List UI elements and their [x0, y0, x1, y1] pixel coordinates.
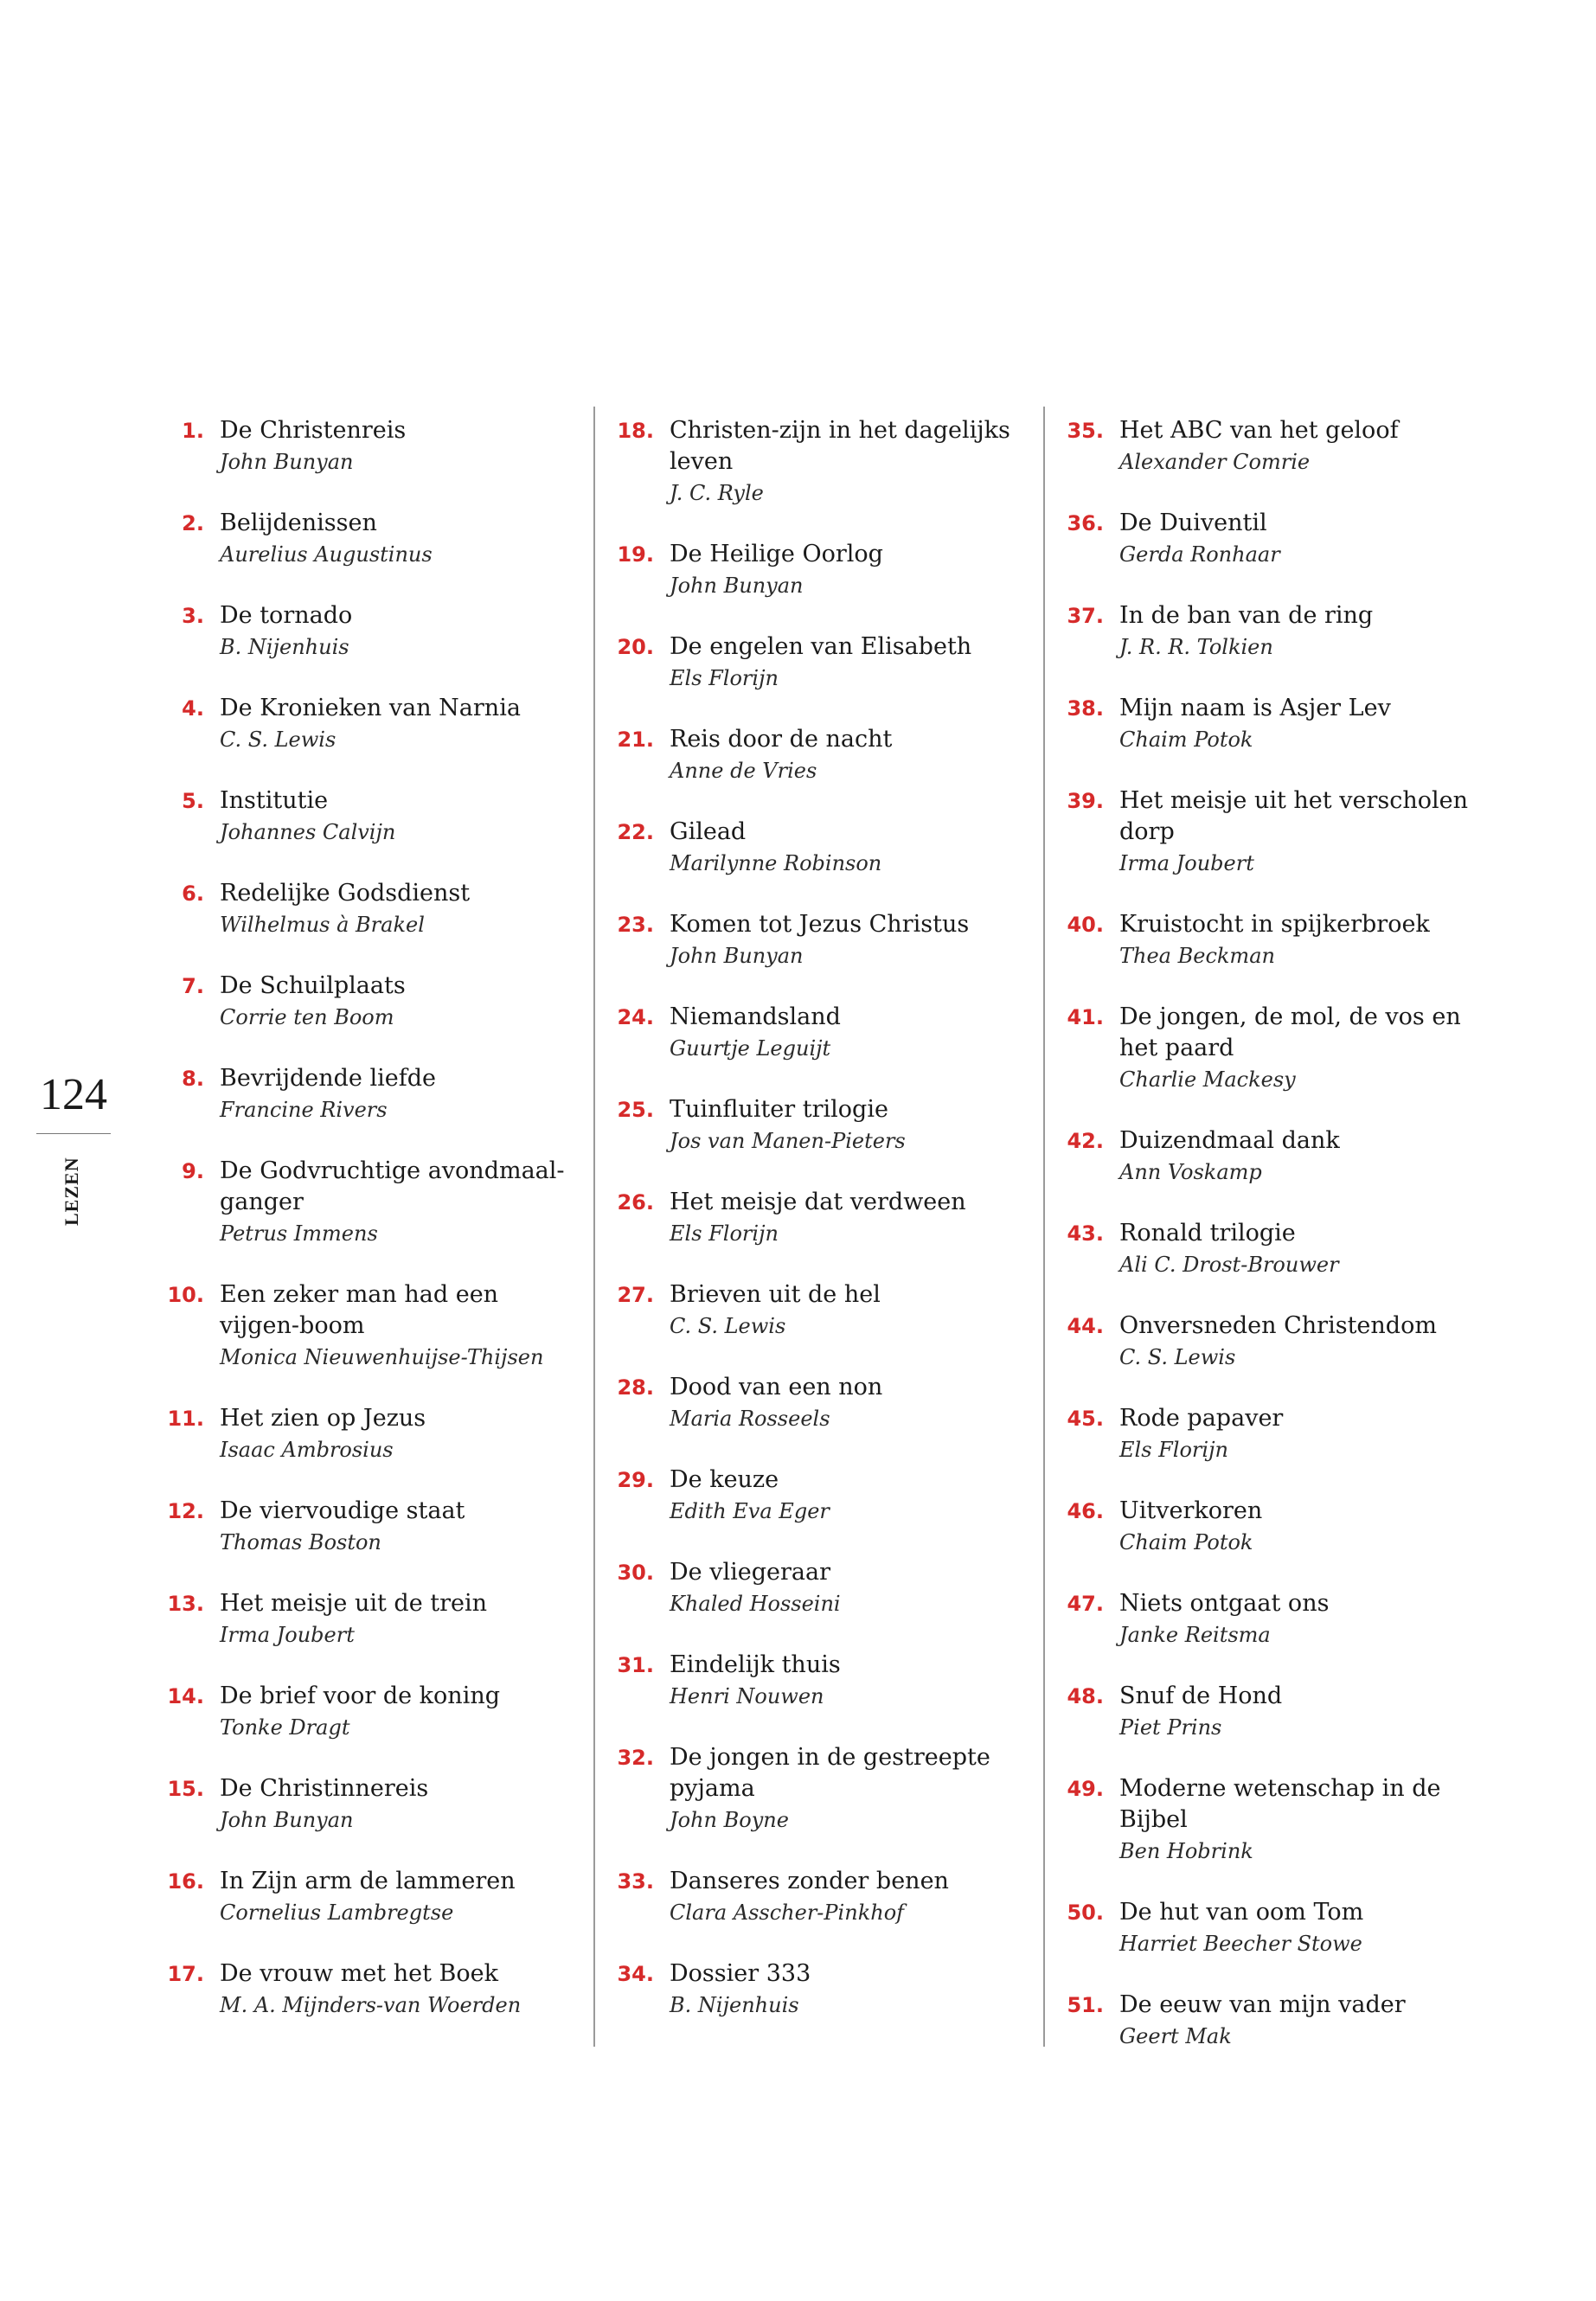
entry-number: 31.: [617, 1653, 654, 1677]
entry-number: 17.: [167, 1962, 204, 1986]
book-title: Niemandsland: [670, 1003, 841, 1030]
entry-number: 25.: [617, 1098, 654, 1122]
entry-number: 36.: [1067, 511, 1104, 535]
book-title: Niets ontgaat ons: [1119, 1590, 1330, 1617]
book-author: Irma Joubert: [1119, 851, 1254, 875]
book-author: Maria Rosseels: [670, 1407, 830, 1431]
book-author: Geert Mak: [1119, 2024, 1232, 2048]
book-title: Moderne wetenschap in de Bijbel: [1119, 1775, 1441, 1833]
book-title: Gilead: [670, 818, 747, 845]
book-author: M. A. Mijnders-van Woerden: [220, 1993, 522, 2017]
entry-number: 3.: [182, 604, 204, 628]
entry-number: 37.: [1067, 604, 1104, 628]
book-author: John Bunyan: [220, 1808, 354, 1832]
entry-number: 9.: [182, 1159, 204, 1183]
book-author: Alexander Comrie: [1119, 450, 1311, 474]
book-author: B. Nijenhuis: [220, 635, 349, 659]
book-author: Els Florijn: [1119, 1438, 1228, 1462]
entry-number: 40.: [1067, 913, 1104, 937]
book-author: Thomas Boston: [220, 1530, 381, 1554]
book-author: C. S. Lewis: [670, 1314, 786, 1338]
book-author: Guurtje Leguijt: [670, 1036, 831, 1061]
book-author: Edith Eva Eger: [670, 1499, 830, 1523]
book-title: De Heilige Oorlog: [670, 541, 883, 567]
entry-number: 4.: [182, 696, 204, 721]
entry-number: 50.: [1067, 1900, 1104, 1925]
entry-number: 11.: [167, 1407, 204, 1431]
book-title: De vliegeraar: [670, 1559, 830, 1586]
book-title: De brief voor de koning: [220, 1682, 500, 1709]
book-author: Jos van Manen-Pieters: [670, 1129, 906, 1153]
entry-number: 42.: [1067, 1129, 1104, 1153]
book-title: De tornado: [220, 602, 353, 629]
book-title: Ronald trilogie: [1119, 1220, 1296, 1247]
entry-number: 47.: [1067, 1592, 1104, 1616]
book-author: Anne de Vries: [670, 759, 817, 783]
book-author: Wilhelmus à Brakel: [220, 913, 425, 937]
book-title: Het ABC van het geloof: [1119, 417, 1399, 444]
book-author: Francine Rivers: [220, 1098, 388, 1122]
book-author: Henri Nouwen: [670, 1684, 824, 1708]
book-title: Eindelijk thuis: [670, 1651, 841, 1678]
entry-number: 51.: [1067, 1993, 1104, 2017]
book-title: Redelijke Godsdienst: [220, 880, 471, 907]
book-title: Rode papaver: [1119, 1405, 1284, 1432]
book-title: Snuf de Hond: [1119, 1682, 1283, 1709]
entry-number: 14.: [167, 1684, 204, 1708]
entry-number: 33.: [617, 1869, 654, 1894]
entry-number: 10.: [167, 1283, 204, 1307]
entry-number: 15.: [167, 1777, 204, 1801]
book-author: Els Florijn: [670, 1221, 779, 1246]
entry-number: 44.: [1067, 1314, 1104, 1338]
book-author: Johannes Calvijn: [220, 820, 396, 844]
book-title: Institutie: [220, 787, 329, 814]
entry-number: 49.: [1067, 1777, 1104, 1801]
entry-number: 20.: [617, 635, 654, 659]
book-title: Onversneden Christendom: [1119, 1312, 1437, 1339]
book-title: De Christinnereis: [220, 1775, 429, 1802]
book-author: Petrus Immens: [220, 1221, 378, 1246]
entry-number: 30.: [617, 1561, 654, 1585]
book-title: Reis door de nacht: [670, 726, 893, 753]
book-title: Tuinfluiter trilogie: [670, 1096, 888, 1123]
book-author: Charlie Mackesy: [1119, 1067, 1296, 1092]
page-number: 124: [40, 1070, 107, 1119]
entry-number: 1.: [182, 419, 204, 443]
book-title: De jongen, de mol, de vos en het paard: [1119, 1003, 1461, 1061]
book-title: De jongen in de gestreepte pyjama: [670, 1744, 990, 1802]
book-title: Kruistocht in spijkerbroek: [1119, 911, 1430, 938]
entry-number: 16.: [167, 1869, 204, 1894]
entry-number: 21.: [617, 727, 654, 752]
entry-number: 19.: [617, 542, 654, 567]
entry-number: 24.: [617, 1005, 654, 1029]
book-title: Het meisje uit het verscholen dorp: [1119, 787, 1468, 845]
book-author: J. C. Ryle: [670, 481, 764, 505]
book-author: Isaac Ambrosius: [220, 1438, 394, 1462]
entry-number: 29.: [617, 1468, 654, 1492]
section-label: LEZEN: [61, 1157, 82, 1226]
book-author: Janke Reitsma: [1119, 1623, 1271, 1647]
book-author: Corrie ten Boom: [220, 1005, 394, 1029]
book-title: De vrouw met het Boek: [220, 1960, 498, 1987]
book-title: De Christenreis: [220, 417, 407, 444]
book-title: De Schuilplaats: [220, 972, 406, 999]
book-title: Belijdenissen: [220, 510, 377, 536]
book-author: Khaled Hosseini: [670, 1592, 841, 1616]
book-title: In Zijn arm de lammeren: [220, 1868, 516, 1894]
entry-number: 26.: [617, 1190, 654, 1215]
book-title: In de ban van de ring: [1119, 602, 1374, 629]
book-title: De Duiventil: [1119, 510, 1267, 536]
book-title: De keuze: [670, 1466, 779, 1493]
book-author: Gerda Ronhaar: [1119, 542, 1280, 567]
book-title: Danseres zonder benen: [670, 1868, 949, 1894]
entry-number: 12.: [167, 1499, 204, 1523]
book-title: Komen tot Jezus Christus: [670, 911, 970, 938]
book-title: Dood van een non: [670, 1374, 883, 1400]
book-title: De viervoudige staat: [220, 1497, 465, 1524]
book-title: De Godvruchtige avondmaal-ganger: [220, 1157, 565, 1215]
entry-number: 46.: [1067, 1499, 1104, 1523]
book-author: Monica Nieuwenhuijse-Thijsen: [220, 1345, 544, 1369]
book-title: De hut van oom Tom: [1119, 1899, 1364, 1926]
book-title: Dossier 333: [670, 1960, 811, 1987]
book-author: John Bunyan: [670, 944, 804, 968]
entry-number: 22.: [617, 820, 654, 844]
entry-number: 27.: [617, 1283, 654, 1307]
entry-number: 7.: [182, 974, 204, 998]
book-author: Ali C. Drost-Brouwer: [1119, 1253, 1339, 1277]
entry-number: 8.: [182, 1067, 204, 1091]
entry-number: 48.: [1067, 1684, 1104, 1708]
entry-number: 2.: [182, 511, 204, 535]
book-title: Mijn naam is Asjer Lev: [1119, 695, 1391, 721]
entry-number: 41.: [1067, 1005, 1104, 1029]
book-author: Harriet Beecher Stowe: [1119, 1932, 1362, 1956]
book-author: C. S. Lewis: [220, 727, 337, 752]
book-author: Tonke Dragt: [220, 1715, 350, 1740]
book-title: Het zien op Jezus: [220, 1405, 426, 1432]
book-author: Cornelius Lambregtse: [220, 1900, 454, 1925]
book-author: Marilynne Robinson: [670, 851, 882, 875]
entry-number: 5.: [182, 789, 204, 813]
book-title: Het meisje uit de trein: [220, 1590, 488, 1617]
book-author: B. Nijenhuis: [670, 1993, 799, 2017]
book-title: Duizendmaal dank: [1119, 1127, 1340, 1154]
book-author: Aurelius Augustinus: [220, 542, 433, 567]
book-author: John Boyne: [670, 1808, 789, 1832]
book-author: Clara Asscher-Pinkhof: [670, 1900, 905, 1925]
book-title: Brieven uit de hel: [670, 1281, 881, 1308]
page-number-rule: [36, 1133, 111, 1134]
book-author: Ann Voskamp: [1119, 1160, 1262, 1184]
book-author: Els Florijn: [670, 666, 779, 690]
book-title: Een zeker man had een vijgen-boom: [220, 1281, 499, 1339]
book-author: Chaim Potok: [1119, 1530, 1253, 1554]
book-author: J. R. R. Tolkien: [1119, 635, 1273, 659]
book-author: C. S. Lewis: [1119, 1345, 1236, 1369]
entry-number: 45.: [1067, 1407, 1104, 1431]
entry-number: 35.: [1067, 419, 1104, 443]
entry-number: 32.: [617, 1746, 654, 1770]
book-author: Irma Joubert: [220, 1623, 355, 1647]
book-title: Uitverkoren: [1119, 1497, 1263, 1524]
book-title: De engelen van Elisabeth: [670, 633, 972, 660]
book-author: Piet Prins: [1119, 1715, 1222, 1740]
book-title: Bevrijdende liefde: [220, 1065, 436, 1092]
book-author: Chaim Potok: [1119, 727, 1253, 752]
book-title: Christen-zijn in het dagelijks leven: [670, 417, 1010, 475]
book-title: De Kronieken van Narnia: [220, 695, 521, 721]
column-divider-right: [1043, 407, 1045, 2047]
book-author: John Bunyan: [670, 574, 804, 598]
entry-number: 6.: [182, 881, 204, 906]
book-author: Thea Beckman: [1119, 944, 1275, 968]
entry-number: 39.: [1067, 789, 1104, 813]
book-title: De eeuw van mijn vader: [1119, 1991, 1406, 2018]
column-divider-left: [593, 407, 595, 2047]
entry-number: 18.: [617, 419, 654, 443]
book-author: Ben Hobrink: [1119, 1839, 1253, 1863]
entry-number: 13.: [167, 1592, 204, 1616]
entry-number: 43.: [1067, 1221, 1104, 1246]
entry-number: 34.: [617, 1962, 654, 1986]
book-author: John Bunyan: [220, 450, 354, 474]
entry-number: 28.: [617, 1375, 654, 1400]
entry-number: 23.: [617, 913, 654, 937]
book-title: Het meisje dat verdween: [670, 1189, 966, 1215]
entry-number: 38.: [1067, 696, 1104, 721]
